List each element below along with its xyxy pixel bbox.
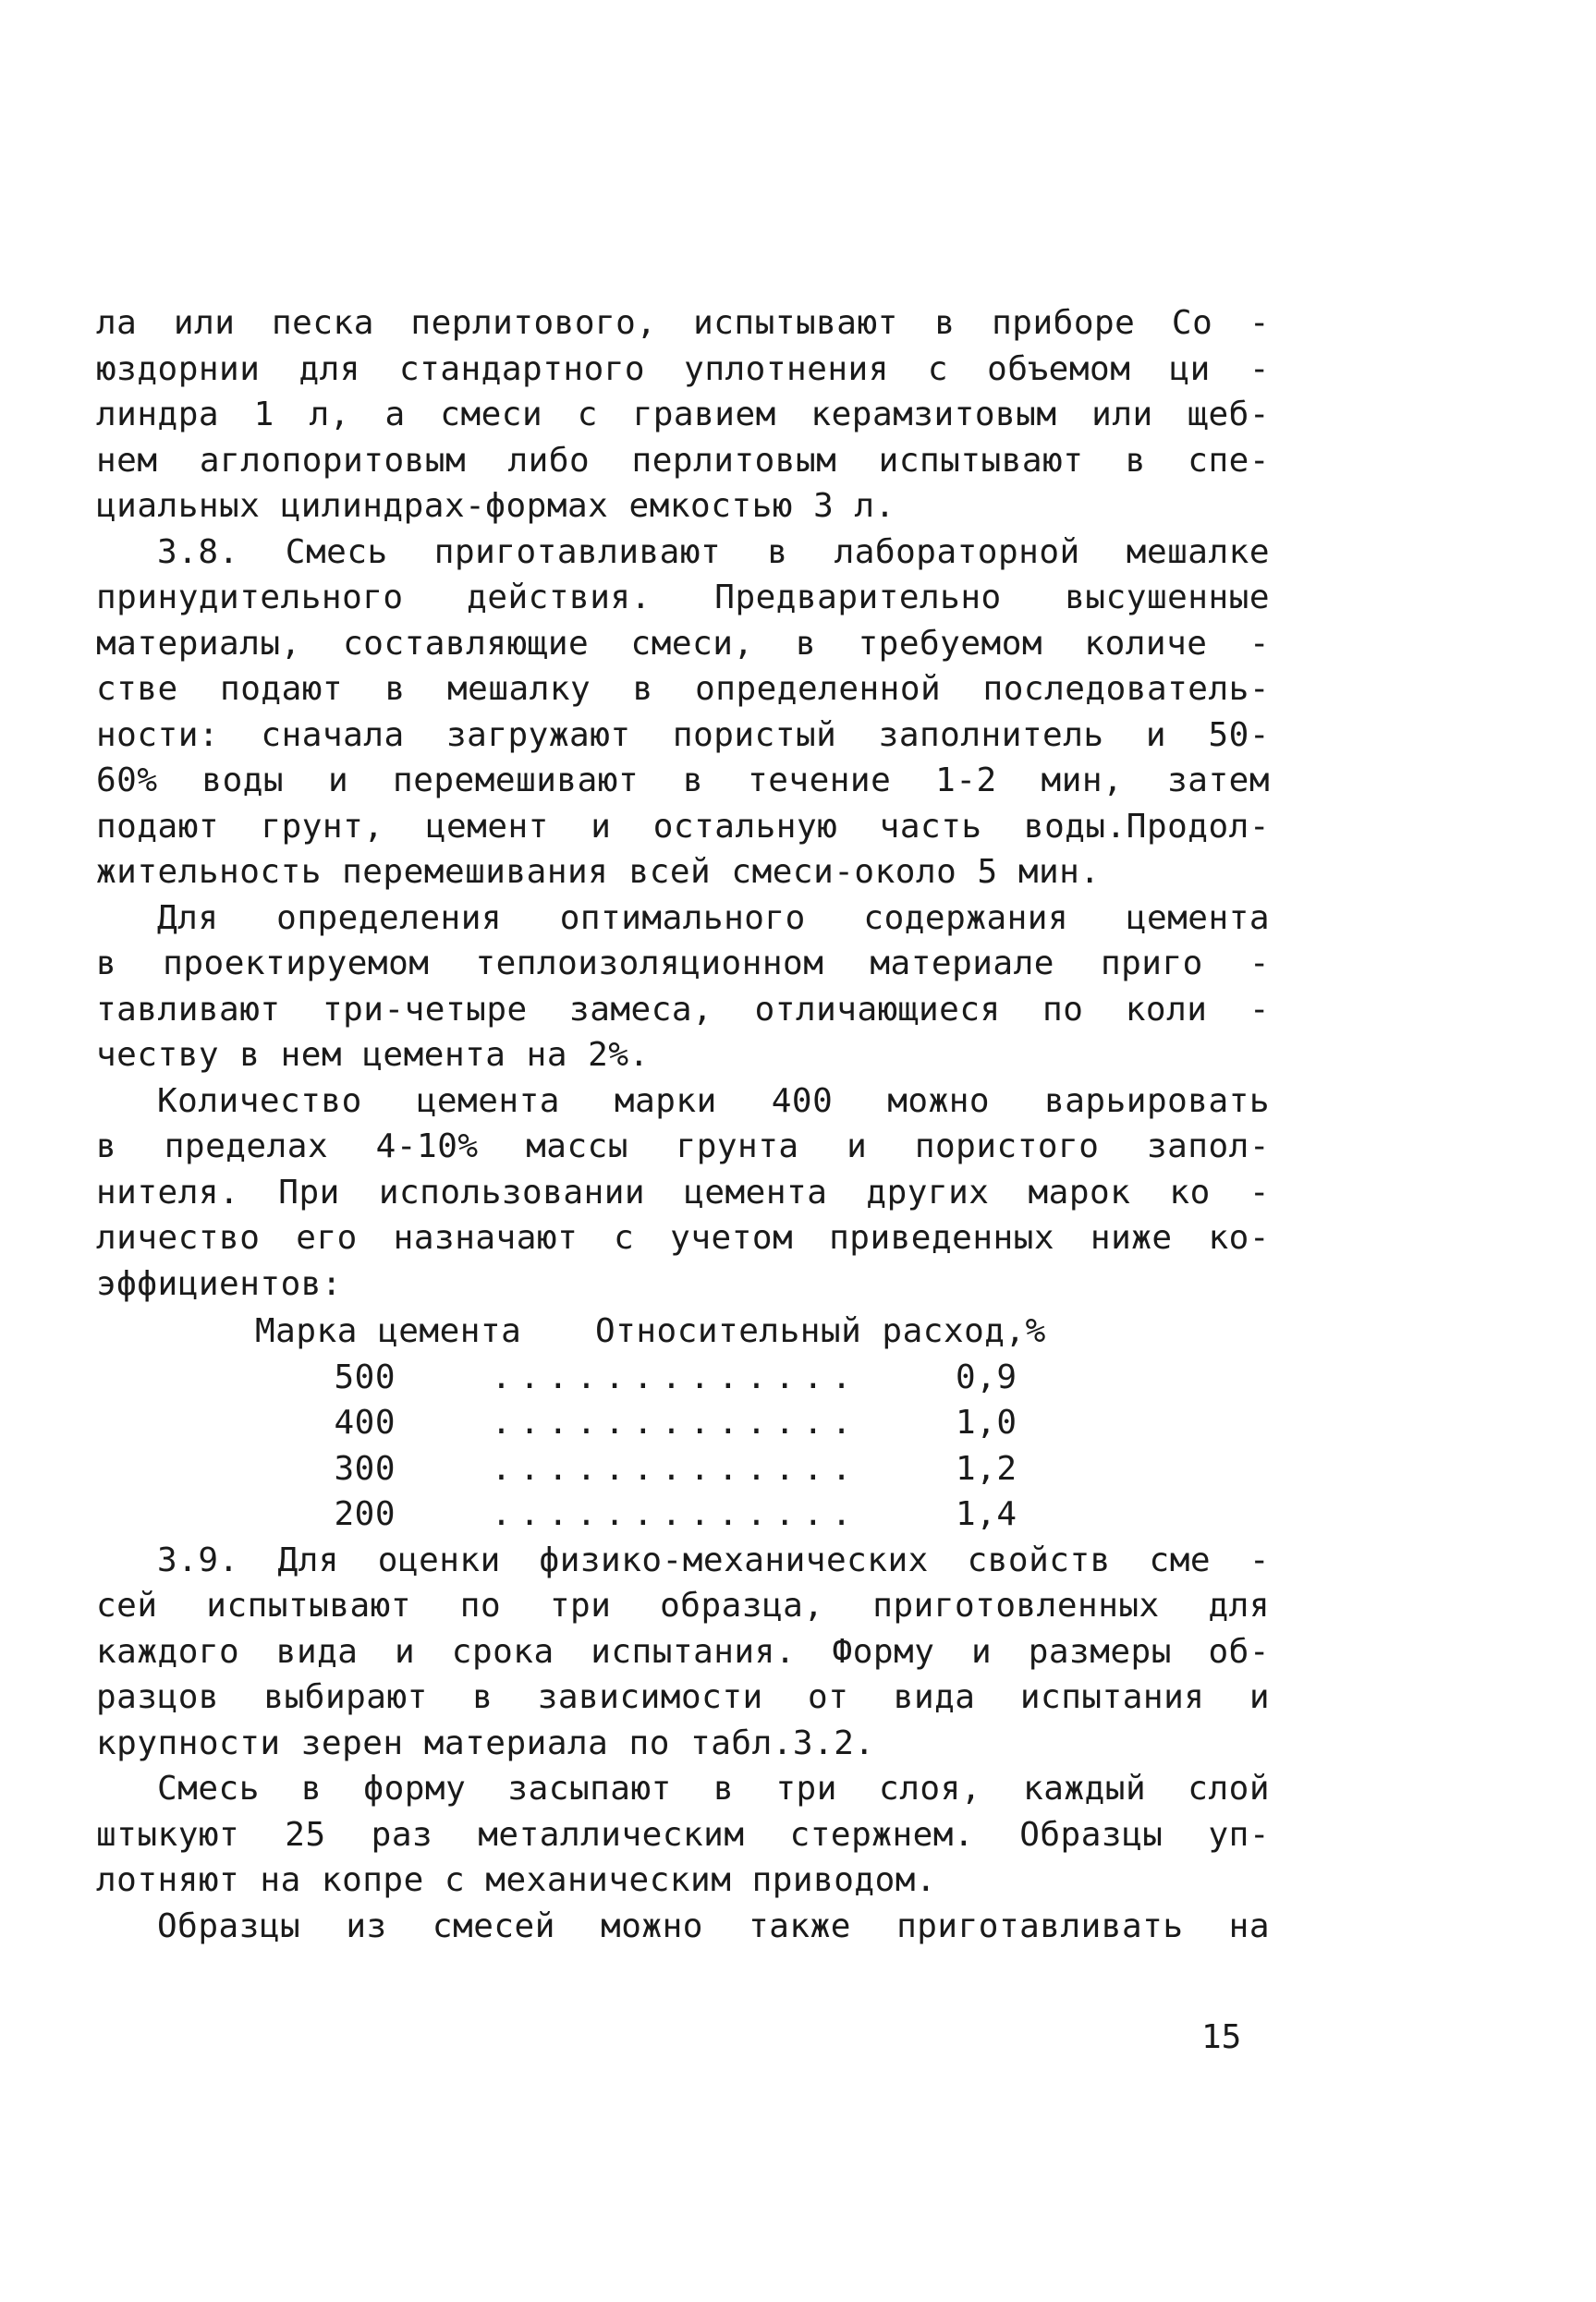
cell-grade: 500 xyxy=(334,1358,396,1396)
text-line: эффициентов: xyxy=(96,1264,343,1303)
paragraph-3-8 xyxy=(96,530,1270,895)
text-line: сей испытывают по три образца, приготовленных для xyxy=(96,1587,1270,1625)
text-line: ла или песка перлитового, испытывают в приборе Со - xyxy=(96,304,1270,342)
text-line: 3.8. Смесь приготавливают в лабораторной мешалке xyxy=(157,532,1270,571)
cell-grade: 300 xyxy=(334,1449,396,1488)
text-line: Образцы из смесей можно также приготавливать на xyxy=(157,1906,1270,1945)
cell-ratio: 1,4 xyxy=(956,1495,1017,1533)
text-line: нем аглопоритовым либо перлитовым испытывают в спе- xyxy=(96,441,1270,480)
cell-leader-dots: ............. xyxy=(491,1495,860,1533)
page-number: 15 xyxy=(1201,2018,1242,2056)
text-line: 60% воды и перемешивают в течение 1-2 мин, затем xyxy=(96,761,1270,799)
table-row xyxy=(96,1492,1270,1538)
text-line: личество его назначают с учетом приведенных ниже ко- xyxy=(96,1219,1270,1257)
cement-ratio-table xyxy=(96,1309,1270,1538)
text-line: материалы, составляющие смеси, в требуемом количе - xyxy=(96,624,1270,663)
text-line: Количество цемента марки 400 можно варьировать xyxy=(157,1081,1270,1120)
text-line: честву в нем цемента на 2%. xyxy=(96,1036,650,1074)
paragraph-continuation xyxy=(96,300,1270,530)
text-line: принудительного действия. Предварительно высушенные xyxy=(96,579,1270,616)
table-row xyxy=(96,1446,1270,1492)
cell-leader-dots: ............. xyxy=(491,1449,860,1488)
cell-ratio: 1,2 xyxy=(956,1449,1017,1488)
text-line: лотняют на копре с механическим приводом. xyxy=(96,1861,937,1899)
cell-leader-dots: ............. xyxy=(491,1404,860,1442)
text-line: тавливают три-четыре замеса, отличающиеся по коли - xyxy=(96,990,1270,1029)
column-header-ratio: Относительный расход,% xyxy=(595,1312,1046,1350)
cell-ratio: 0,9 xyxy=(956,1358,1017,1396)
text-line: Смесь в форму засыпают в три слоя, каждый слой xyxy=(157,1770,1270,1808)
text-line: юздорнии для стандартного уплотнения с объемом ци - xyxy=(96,349,1270,388)
text-line: разцов выбирают в зависимости от вида испытания и xyxy=(96,1678,1270,1716)
text-line: жительность перемешивания всей смеси-около 5 мин. xyxy=(96,853,1101,891)
table-row xyxy=(96,1400,1270,1446)
paragraph-filling-form xyxy=(96,1766,1270,1904)
cell-grade: 400 xyxy=(334,1404,396,1442)
text-line: нителя. При использовании цемента других марок ко - xyxy=(96,1173,1270,1212)
column-header-grade: Марка цемента xyxy=(255,1312,522,1350)
cell-ratio: 1,0 xyxy=(956,1404,1017,1442)
text-line: 3.9. Для оценки физико-механических свойств сме - xyxy=(157,1541,1270,1579)
paragraph-cement-quantity xyxy=(96,1078,1270,1308)
paragraph-3-9 xyxy=(96,1538,1270,1767)
text-line: в проектируемом теплоизоляционном материале приго - xyxy=(96,944,1270,982)
text-line: каждого вида и срока испытания. Форму и размеры об- xyxy=(96,1632,1270,1671)
text-line: стве подают в мешалку в определенной последователь- xyxy=(96,670,1270,708)
table-row xyxy=(96,1355,1270,1401)
text-line: крупности зерен материала по табл.3.2. xyxy=(96,1723,875,1762)
paragraph-cement-optimum xyxy=(96,895,1270,1078)
text-line: ности: сначала загружают пористый заполнитель и 50- xyxy=(96,715,1270,754)
text-line: линдра 1 л, а смеси с гравием керамзитовым или щеб- xyxy=(96,396,1270,433)
cell-grade: 200 xyxy=(334,1495,396,1533)
text-line: подают грунт, цемент и остальную часть воды.Продол- xyxy=(96,807,1270,846)
paragraph-samples xyxy=(96,1904,1270,1950)
text-line: в пределах 4-10% массы грунта и пористого запол- xyxy=(96,1127,1270,1165)
text-line: циальных цилиндрах-формах емкостью 3 л. xyxy=(96,487,895,525)
text-line: Для определения оптимального содержания цемента xyxy=(157,898,1270,937)
cell-leader-dots: ............. xyxy=(491,1358,860,1396)
body-text xyxy=(96,300,1270,1949)
text-line: штыкуют 25 раз металлическим стержнем. Образцы уп- xyxy=(96,1815,1270,1854)
table-header xyxy=(96,1309,1270,1355)
